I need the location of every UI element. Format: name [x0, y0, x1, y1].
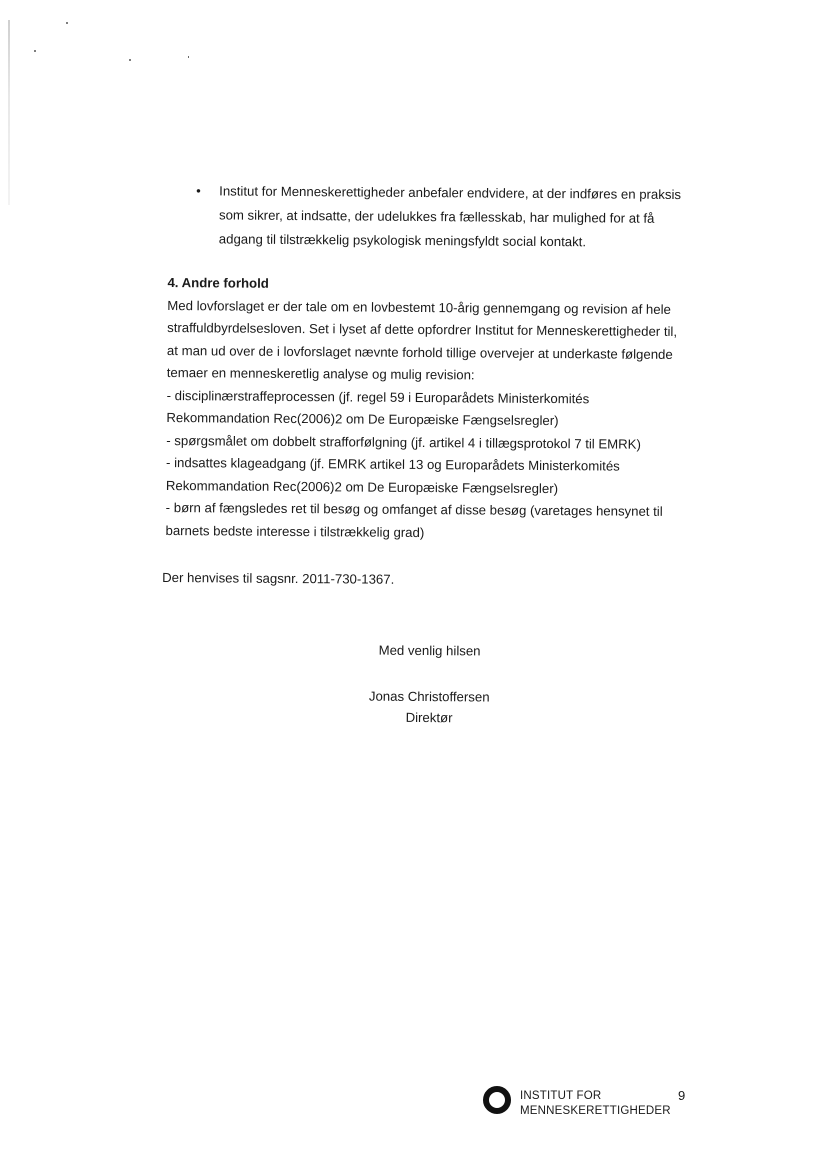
section-line: barnets bedste interesse i tilstrækkelig grad) [165, 522, 425, 540]
section-other-matters [165, 272, 697, 546]
footer-org-line1: INSTITUT FOR [520, 1090, 602, 1102]
bullet-dot-icon: • [196, 183, 201, 199]
section-line: Rekommandation Rec(2006)2 om De Europæiske Fængselsregler) [165, 477, 559, 496]
institute-logo-icon [482, 1085, 512, 1115]
page-number: 9 [678, 1088, 686, 1103]
case-reference: Der henvises til sagsnr. 2011-730-1367. [162, 569, 395, 587]
signer-title: Direktør [405, 709, 453, 726]
section-line: - børn af fængsledes ret til besøg og omfanget af disse besøg (varetages hensynet til [165, 500, 663, 519]
signer-name: Jonas Christoffersen [368, 688, 490, 705]
section-line: temaer en menneskeretlig analyse og mulig revision: [166, 365, 475, 383]
closing-greeting: Med venlig hilsen [378, 642, 481, 659]
footer-organization [520, 1089, 671, 1119]
section-line: - spørgsmålet om dobbelt strafforfølgning (jf. artikel 4 i tillægsprotokol 7 til EMRK) [166, 432, 641, 452]
section-heading: 4. Andre forhold [167, 275, 269, 291]
section-line: - indsattes klageadgang (jf. EMRK artikel 13 og Europarådets Ministerkomités [166, 455, 620, 474]
section-line: - disciplinærstraffeprocessen (jf. regel 59 i Europarådets Ministerkomités [166, 387, 590, 406]
section-line: Rekommandation Rec(2006)2 om De Europæiske Fængselsregler) [166, 410, 559, 429]
footer-org-line2: MENNESKERETTIGHEDER [520, 1105, 671, 1117]
bullet-item [196, 179, 686, 250]
section-line: straffuldbyrdelsesloven. Set i lyset af dette opfordrer Institut for Menneskerettigheder til, [167, 320, 678, 340]
section-line: at man ud over de i lovforslaget nævnte forhold tillige overvejer at underkaste følgende [166, 342, 673, 362]
section-line: Med lovforslaget er der tale om en lovbestemt 10-årig gennemgang og revision af hele [167, 297, 671, 317]
bullet-text: Institut for Menneskerettigheder anbefaler endvidere, at der indføres en praksis som sikrer, at indsatte, der udelukkes fra fællesskab, har mulighed for at få adgang til tilstrækkelig psykologisk meningsfyldt social kontakt. [218, 183, 682, 250]
